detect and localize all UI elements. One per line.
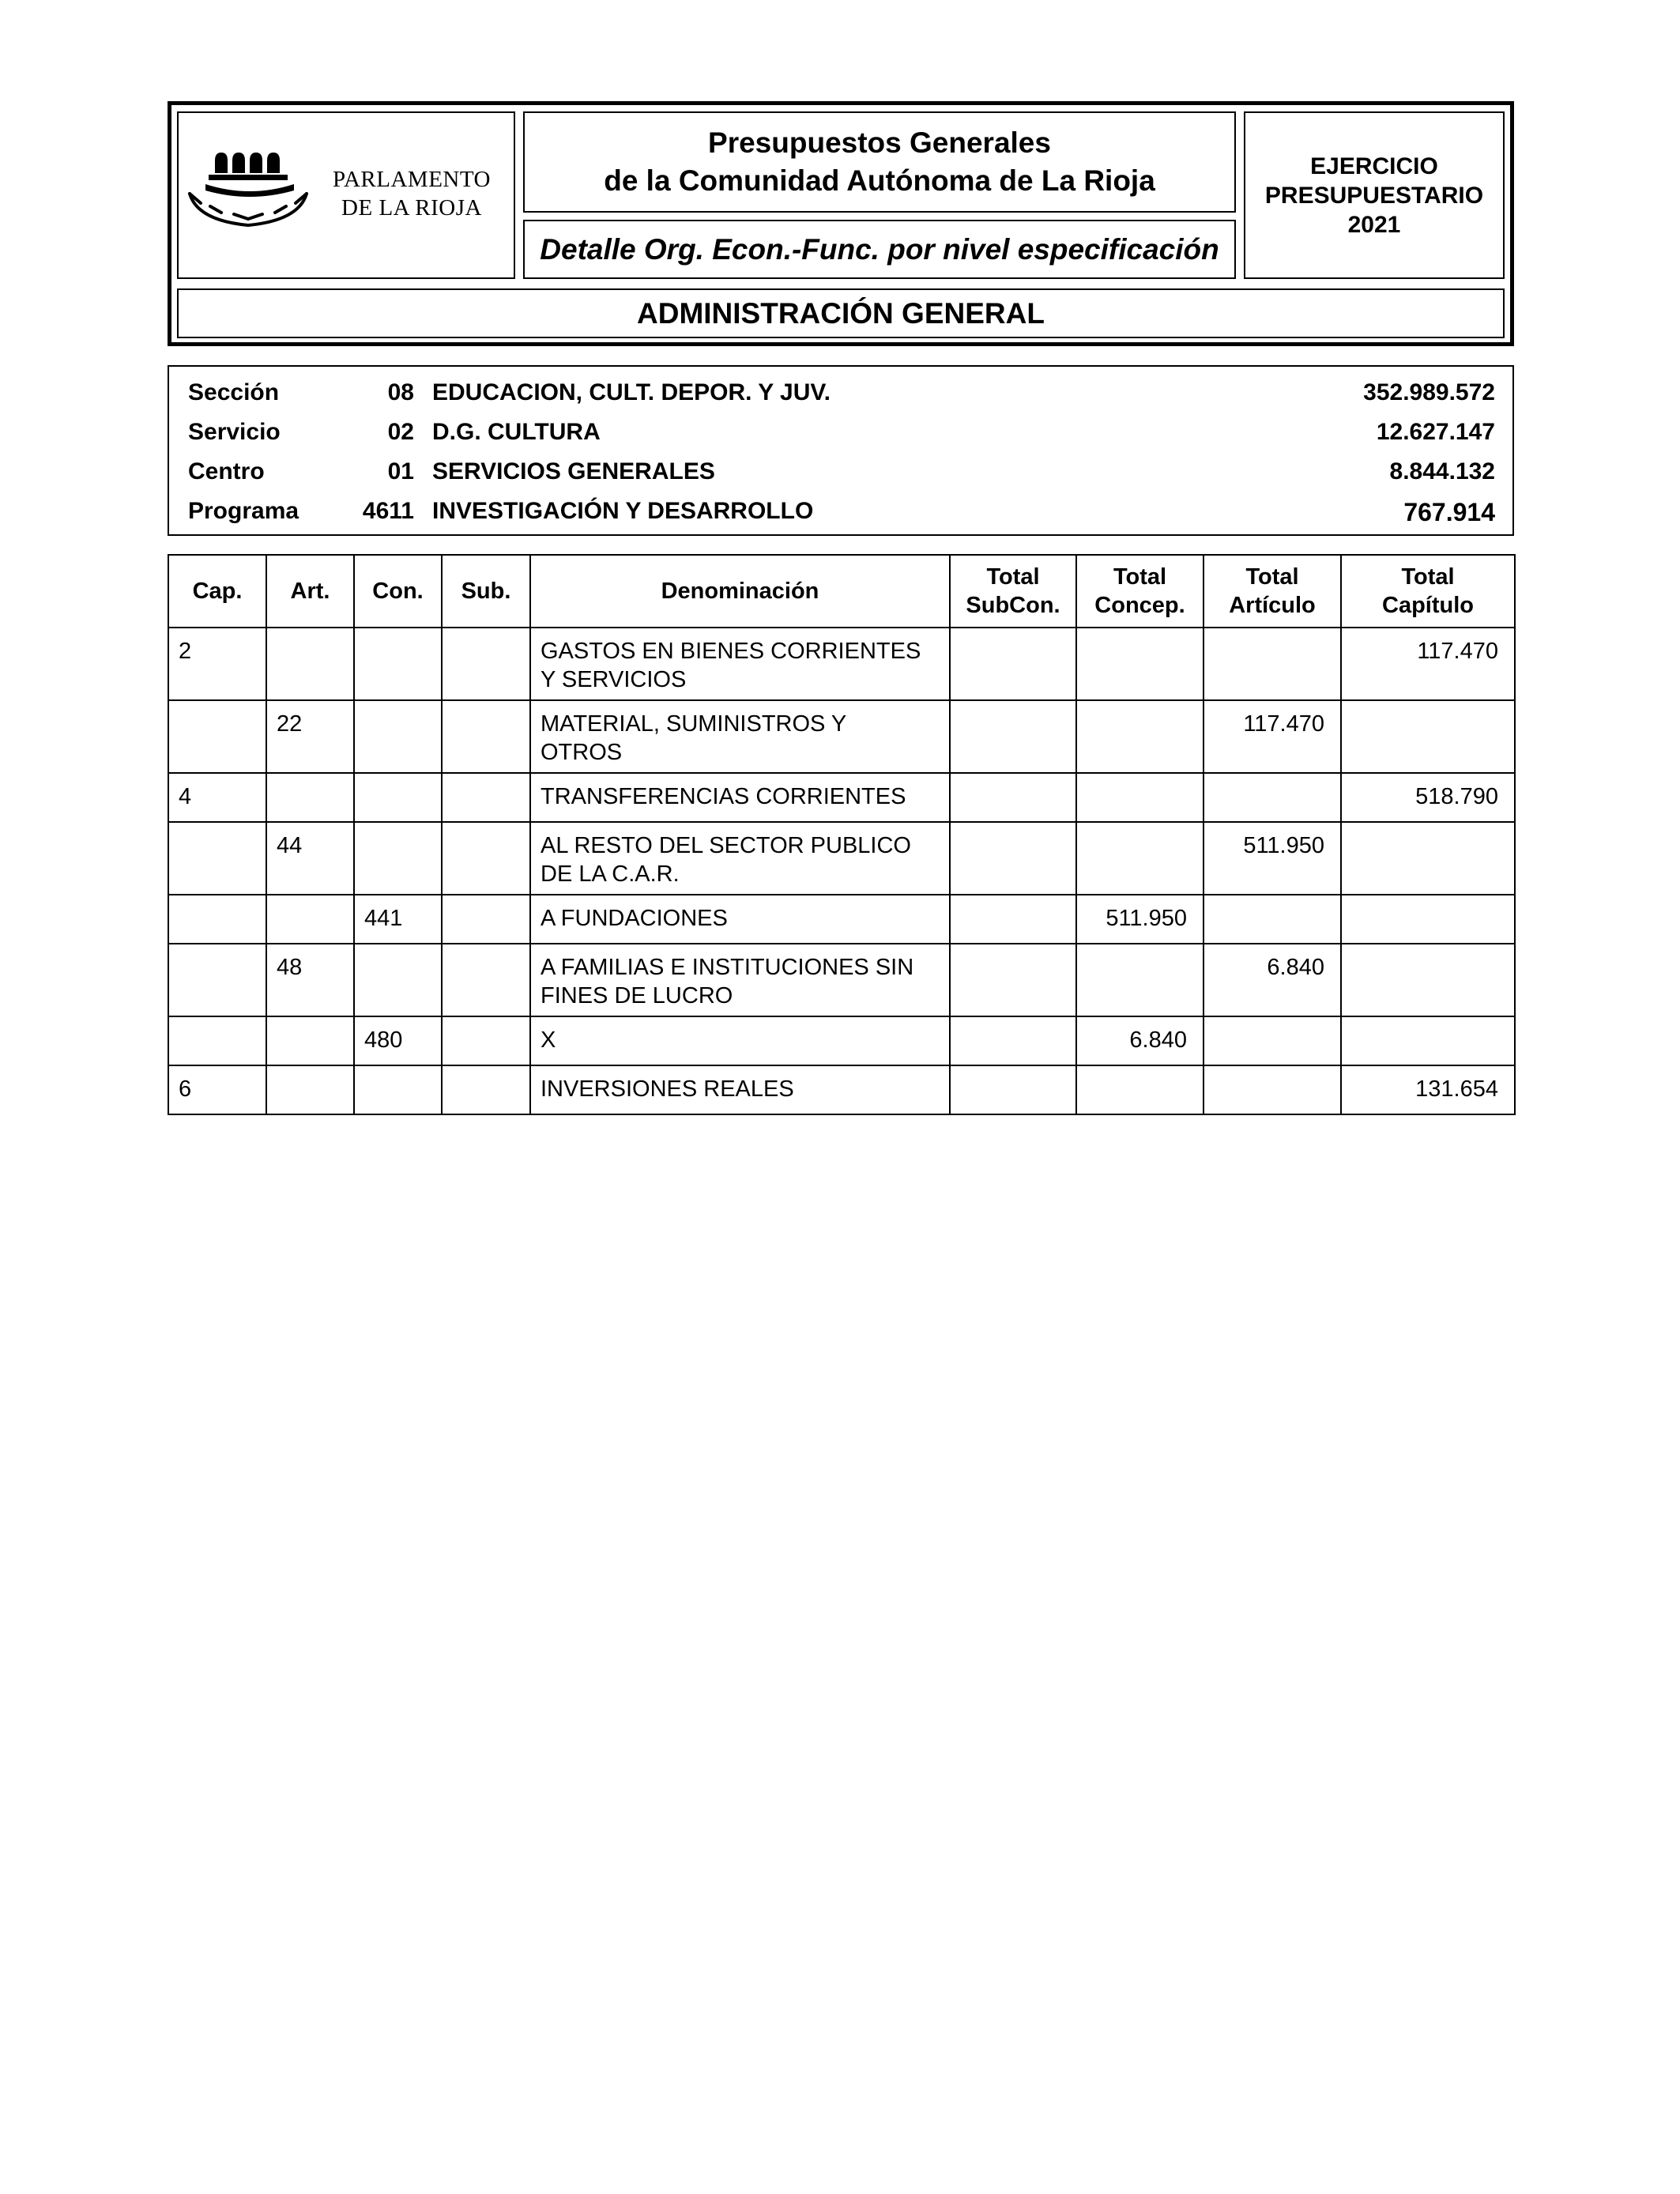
info-row-programa [169,492,1512,531]
cell-total-capitulo [1341,1065,1515,1114]
cell-art [266,700,354,773]
table-row [168,628,1515,700]
cell-sub-value [443,701,529,710]
document-title-line: Presupuestos Generales [708,126,1051,159]
cell-total-subcon [950,1016,1076,1065]
cell-art [266,1016,354,1065]
cell-art [266,1065,354,1114]
column-header-sub: Sub. [442,555,530,628]
table-body [168,628,1515,1114]
cell-cap [168,1016,266,1065]
info-description: SERVICIOS GENERALES [432,458,715,484]
info-label: Servicio [188,419,281,445]
cell-sub [442,1065,530,1114]
cell-total-subcon [950,628,1076,700]
cell-con [354,944,442,1016]
header-line: Total [1401,564,1455,590]
cell-con [354,1016,442,1065]
cell-sub [442,700,530,773]
cell-art-value: 44 [277,833,303,858]
cell-denominacion [530,822,950,895]
subtitle-panel [523,220,1236,279]
cell-total-capitulo-value [1342,944,1514,953]
cell-total-articulo [1203,700,1341,773]
table-row [168,822,1515,895]
header-line: Total [1245,564,1299,590]
info-row-centro [169,452,1512,492]
column-header-total-concep [1076,555,1203,628]
cell-total-subcon [950,773,1076,822]
cell-total-capitulo [1341,944,1515,1016]
cell-total-capitulo-value [1342,823,1514,831]
info-description: D.G. CULTURA [432,419,601,445]
cell-con-value [355,1066,441,1075]
cell-con-value [355,944,441,953]
cell-total-concep-value [1077,628,1203,637]
budget-detail-table [168,554,1516,1115]
cell-art-value [267,774,353,782]
cell-art [266,895,354,944]
info-amount: 8.844.132 [1389,458,1495,484]
cell-cap [168,1065,266,1114]
cell-denominacion [530,1065,950,1114]
table-row [168,700,1515,773]
logo-text-line: PARLAMENTO [333,167,491,192]
denominacion-line: DE LA C.A.R. [541,861,680,887]
cell-cap-value [169,823,266,831]
document-subtitle: Detalle Org. Econ.-Func. por nivel especificación [540,232,1219,266]
cell-sub-value [443,823,529,831]
cell-total-capitulo-value [1342,895,1514,904]
cell-total-subcon [950,895,1076,944]
section-banner-text: ADMINISTRACIÓN GENERAL [637,296,1045,330]
cell-con-value [355,774,441,782]
denominacion-line: FINES DE LUCRO [541,983,733,1008]
cell-total-capitulo [1341,895,1515,944]
cell-total-concep [1076,1016,1203,1065]
table-row [168,944,1515,1016]
cell-con [354,773,442,822]
cell-sub [442,944,530,1016]
info-label: Programa [188,498,299,524]
cell-total-concep-value [1077,823,1203,831]
denominacion-line: X [541,1027,556,1053]
parliament-emblem-icon [186,141,313,235]
cell-total-articulo-value: 6.840 [1267,955,1324,980]
cell-denominacion [530,944,950,1016]
cell-total-concep-value [1077,774,1203,782]
header-line: Total [1113,564,1167,590]
column-header-con: Con. [354,555,442,628]
info-description: EDUCACION, CULT. DEPOR. Y JUV. [432,379,831,405]
cell-sub [442,773,530,822]
denominacion-line: INVERSIONES REALES [541,1076,794,1102]
cell-sub [442,628,530,700]
info-amount: 12.627.147 [1376,419,1495,445]
cell-sub-value [443,774,529,782]
header-line: Artículo [1229,593,1316,618]
cell-total-capitulo [1341,628,1515,700]
cell-cap [168,773,266,822]
cell-total-articulo [1203,822,1341,895]
logo-text-line: DE LA RIOJA [341,195,482,221]
cell-total-concep-value [1077,701,1203,710]
cell-cap [168,944,266,1016]
cell-art-value [267,1066,353,1075]
budget-classification-box [168,365,1514,536]
cell-sub [442,895,530,944]
cell-total-subcon-value [951,1066,1075,1075]
denominacion-line: A FAMILIAS E INSTITUCIONES SIN [541,955,914,980]
cell-total-articulo-value [1204,774,1340,782]
cell-art [266,628,354,700]
cell-cap-value: 4 [179,784,192,809]
cell-total-articulo [1203,895,1341,944]
denominacion-line: TRANSFERENCIAS CORRIENTES [541,784,906,809]
cell-denominacion [530,773,950,822]
table-row [168,1065,1515,1114]
cell-sub [442,822,530,895]
cell-art [266,944,354,1016]
column-header-cap: Cap. [168,555,266,628]
cell-total-capitulo-value: 131.654 [1415,1076,1498,1102]
info-code: 02 [387,419,414,445]
column-header-denominacion: Denominación [530,555,950,628]
section-banner [177,288,1505,338]
cell-total-concep [1076,895,1203,944]
cell-sub [442,1016,530,1065]
cell-art-value: 48 [277,955,303,980]
column-header-total-articulo [1203,555,1341,628]
cell-sub-value [443,895,529,904]
cell-total-subcon-value [951,774,1075,782]
cell-denominacion [530,700,950,773]
cell-cap-value: 6 [179,1076,192,1102]
denominacion-line: OTROS [541,740,623,765]
cell-cap [168,822,266,895]
cell-total-concep [1076,773,1203,822]
cell-art-value [267,1017,353,1026]
cell-total-capitulo-value: 518.790 [1415,784,1498,809]
cell-art-value: 22 [277,711,303,737]
header-line: Concep. [1094,593,1185,618]
cell-total-subcon-value [951,1017,1075,1026]
cell-total-subcon [950,944,1076,1016]
cell-total-concep [1076,700,1203,773]
column-header-total-capitulo [1341,555,1515,628]
cell-art-value [267,895,353,904]
info-code: 4611 [362,498,414,524]
cell-total-concep-value [1077,944,1203,953]
cell-total-capitulo [1341,700,1515,773]
header-line: SubCon. [966,593,1060,618]
info-amount: 352.989.572 [1363,379,1495,405]
cell-art [266,773,354,822]
table-row [168,895,1515,944]
cell-total-articulo [1203,1065,1341,1114]
cell-con-value: 441 [364,906,403,931]
cell-con-value [355,823,441,831]
cell-total-articulo [1203,1016,1341,1065]
header-line: Total [986,564,1040,590]
cell-total-capitulo [1341,773,1515,822]
cell-total-articulo-value: 117.470 [1243,711,1324,737]
denominacion-line: A FUNDACIONES [541,906,728,931]
cell-con [354,628,442,700]
header-line: Capítulo [1382,593,1474,618]
cell-cap-value [169,701,266,710]
info-label: Sección [188,379,280,405]
cell-total-capitulo [1341,822,1515,895]
info-code: 01 [387,458,414,484]
cell-total-concep-value: 511.950 [1106,906,1187,931]
cell-sub-value [443,1017,529,1026]
cell-total-concep-value [1077,1066,1203,1075]
cell-total-subcon [950,822,1076,895]
info-label: Centro [188,458,265,484]
cell-sub-value [443,944,529,953]
cell-sub-value [443,1066,529,1075]
info-description: INVESTIGACIÓN Y DESARROLLO [432,498,814,524]
cell-con-value: 480 [364,1027,403,1053]
title-panel [523,111,1236,213]
cell-total-concep [1076,822,1203,895]
cell-art-value [267,628,353,637]
cell-con-value [355,701,441,710]
fiscal-year-line: PRESUPUESTARIO [1264,182,1484,209]
info-row-servicio [169,413,1512,452]
denominacion-line: AL RESTO DEL SECTOR PUBLICO [541,833,911,858]
cell-total-subcon-value [951,628,1075,637]
denominacion-line: MATERIAL, SUMINISTROS Y [541,711,847,737]
cell-total-capitulo [1341,1016,1515,1065]
cell-total-articulo-value [1204,1017,1340,1026]
cell-art [266,822,354,895]
table-row [168,773,1515,822]
cell-total-capitulo-value [1342,1017,1514,1026]
cell-total-subcon [950,1065,1076,1114]
cell-total-articulo [1203,773,1341,822]
fiscal-year-line: EJERCICIO [1310,153,1438,179]
denominacion-line: Y SERVICIOS [541,667,687,692]
cell-total-articulo-value [1204,895,1340,904]
cell-total-subcon-value [951,944,1075,953]
cell-total-articulo [1203,628,1341,700]
cell-total-concep [1076,944,1203,1016]
cell-total-concep [1076,628,1203,700]
cell-total-subcon-value [951,701,1075,710]
cell-con-value [355,628,441,637]
cell-con [354,822,442,895]
info-amount-total: 767.914 [1403,498,1495,526]
cell-total-capitulo-value [1342,701,1514,710]
cell-con [354,895,442,944]
cell-denominacion [530,628,950,700]
cell-con [354,700,442,773]
column-header-total-subcon [950,555,1076,628]
table-row [168,1016,1515,1065]
column-header-art: Art. [266,555,354,628]
cell-total-subcon-value [951,823,1075,831]
cell-total-articulo-value [1204,628,1340,637]
cell-cap [168,700,266,773]
cell-total-concep [1076,1065,1203,1114]
document-title-line: de la Comunidad Autónoma de La Rioja [604,164,1155,197]
cell-cap-value [169,944,266,953]
cell-cap [168,628,266,700]
cell-total-subcon [950,700,1076,773]
cell-cap [168,895,266,944]
cell-con [354,1065,442,1114]
fiscal-year-panel [1244,111,1505,279]
logo-panel [177,111,515,279]
cell-total-articulo-value [1204,1066,1340,1075]
cell-cap-value [169,895,266,904]
cell-total-articulo-value: 511.950 [1243,833,1324,858]
cell-denominacion [530,895,950,944]
cell-cap-value [169,1017,266,1026]
info-code: 08 [387,379,414,405]
table-header-row [168,555,1515,628]
cell-sub-value [443,628,529,637]
cell-total-concep-value: 6.840 [1129,1027,1187,1053]
logo-wordmark [321,165,503,222]
cell-total-capitulo-value: 117.470 [1417,639,1498,664]
cell-total-subcon-value [951,895,1075,904]
cell-denominacion [530,1016,950,1065]
denominacion-line: GASTOS EN BIENES CORRIENTES [541,639,921,664]
fiscal-year-value: 2021 [1347,211,1401,238]
cell-total-articulo [1203,944,1341,1016]
info-row-seccion [169,373,1512,413]
cell-cap-value: 2 [179,639,192,664]
